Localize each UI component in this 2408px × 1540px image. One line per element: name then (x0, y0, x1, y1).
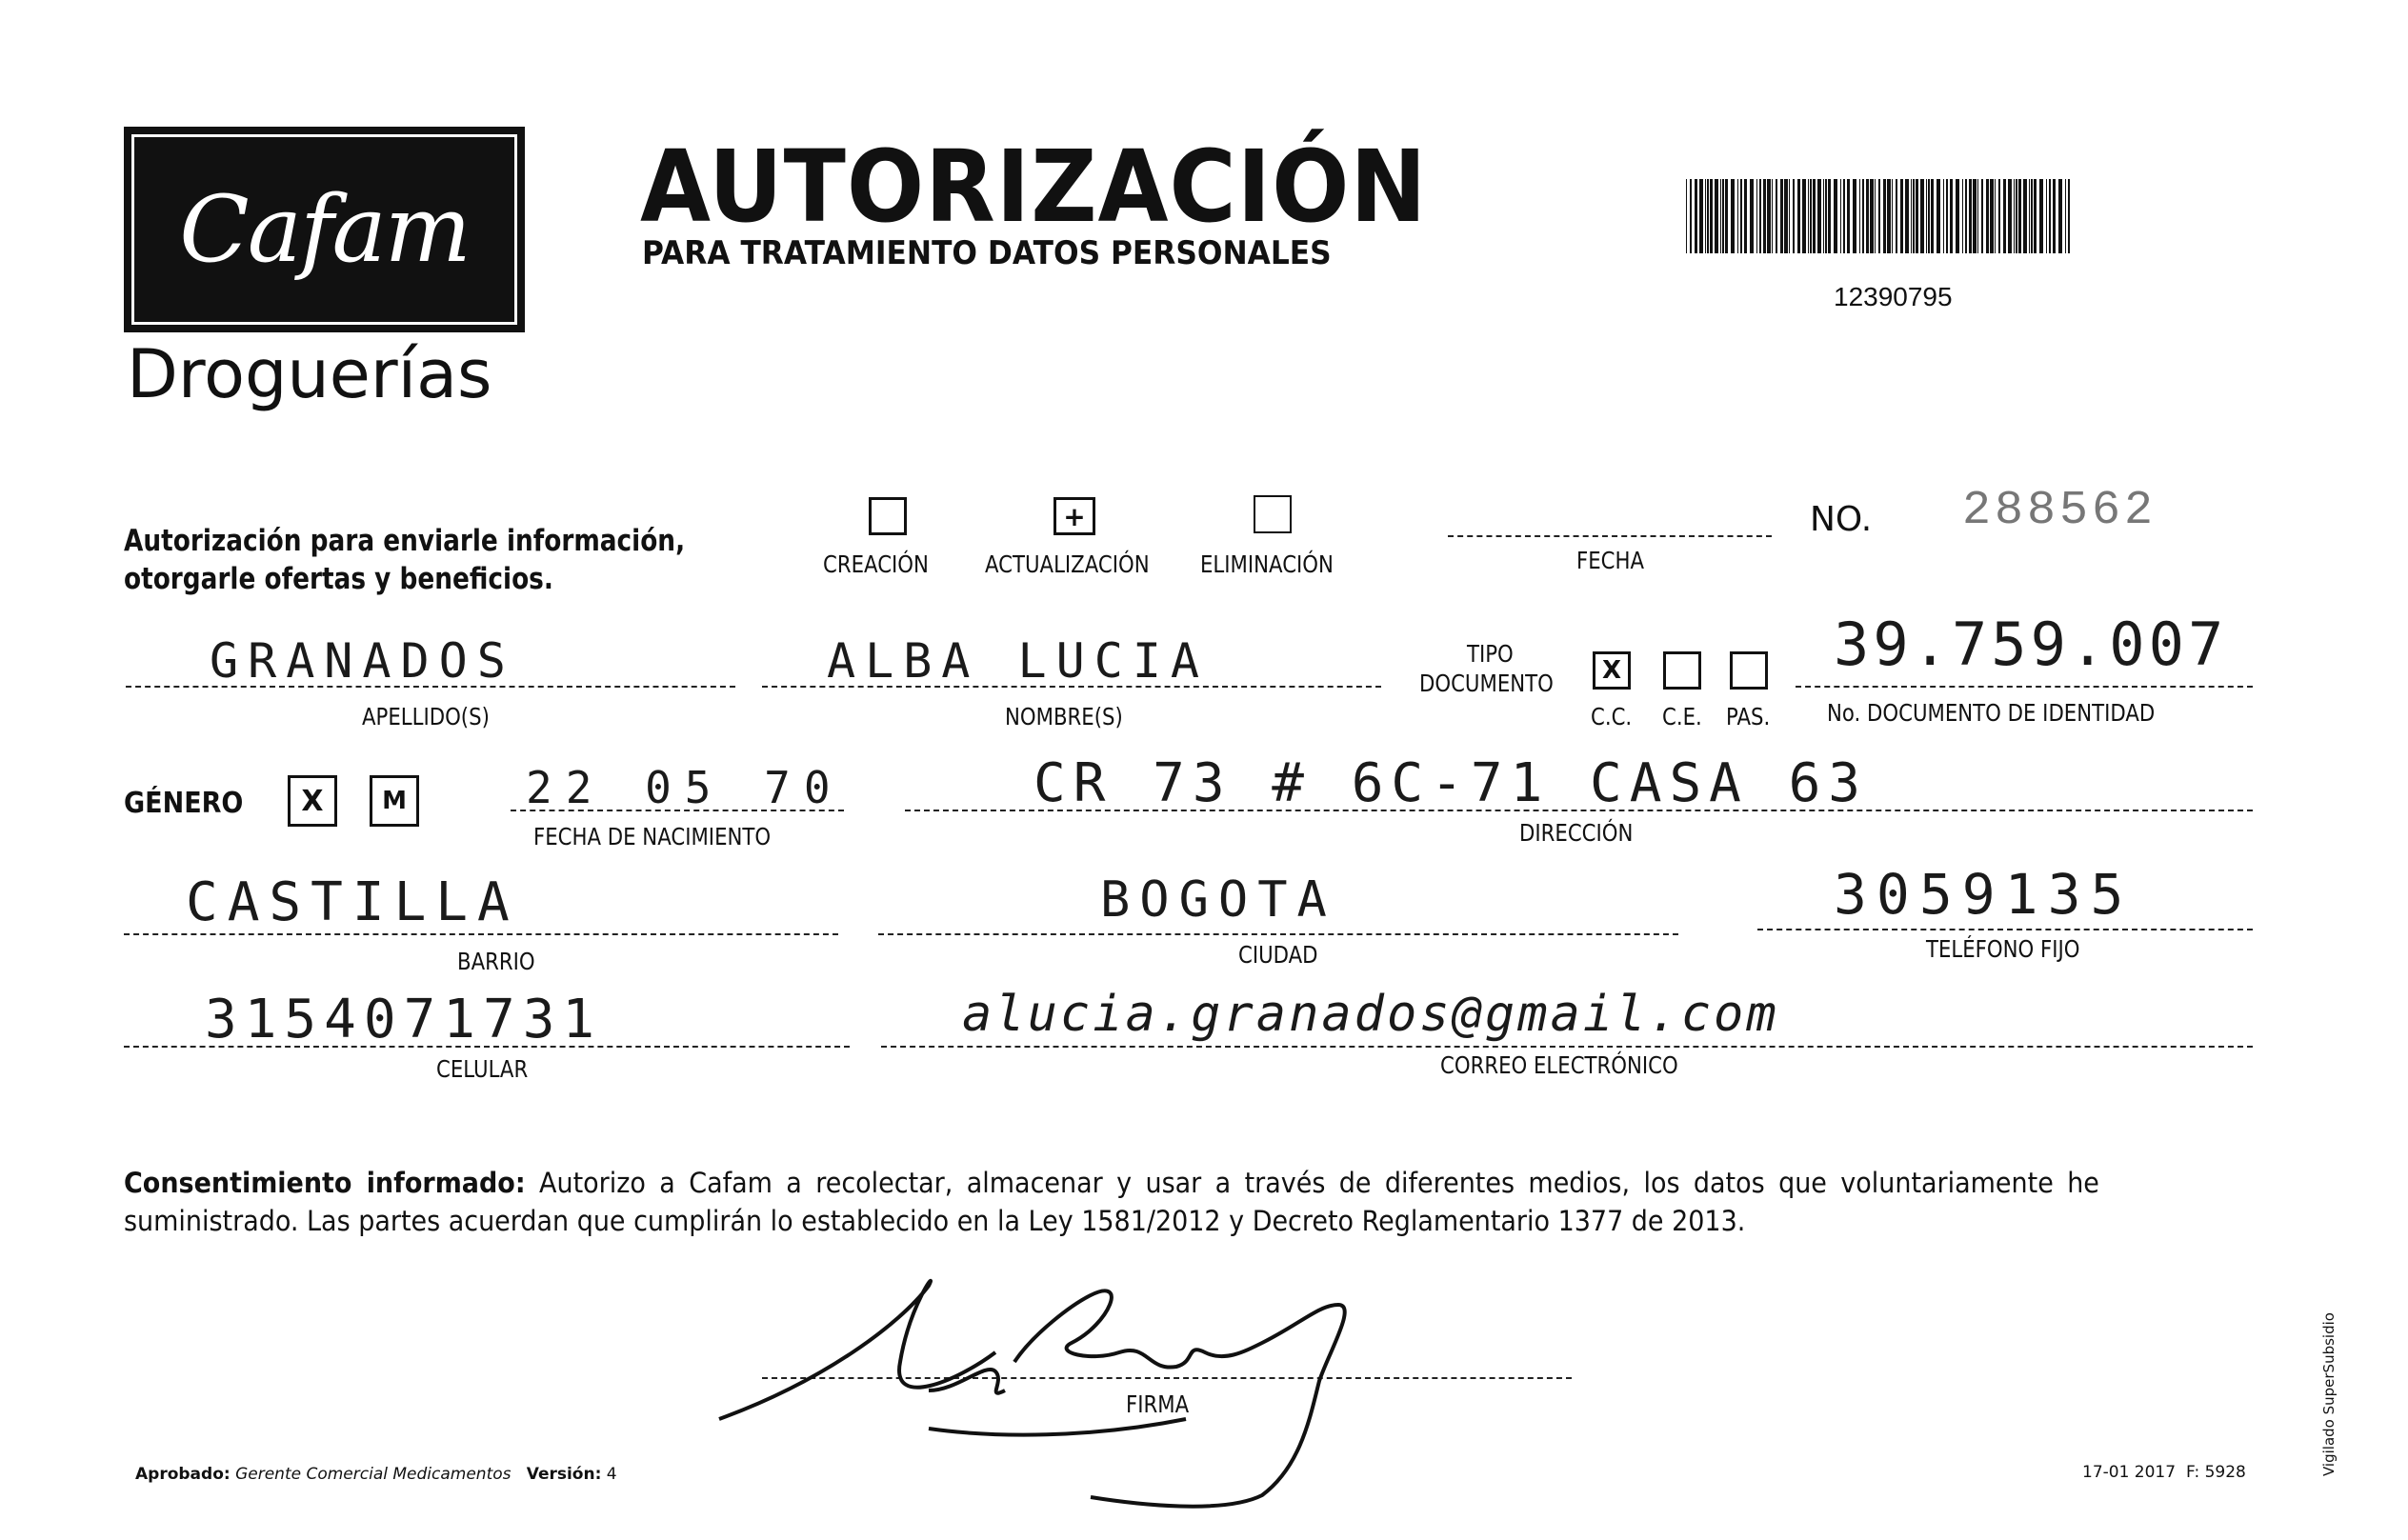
tipo-documento-label-1: TIPO (1467, 640, 1514, 668)
footer-approved (135, 1465, 617, 1484)
barcode-bar (1740, 179, 1742, 253)
barcode-bar (1883, 179, 1886, 253)
barcode-bar (2014, 179, 2015, 253)
barcode-bar (1737, 179, 1738, 253)
barcode-number: 12390795 (1834, 282, 1953, 311)
barcode-bar (1887, 179, 1891, 253)
tipo-documento-label-2: DOCUMENTO (1419, 670, 1554, 697)
barcode-bar (1986, 179, 1989, 253)
genero-label: GÉNERO (124, 787, 244, 820)
barcode-bar (1705, 179, 1706, 253)
correo-label: CORREO ELECTRÓNICO (1440, 1051, 1678, 1079)
barcode-bar (1784, 179, 1788, 253)
barcode-bar (1725, 179, 1728, 253)
barcode-bar (1699, 179, 1703, 253)
barcode-bar (2029, 179, 2030, 253)
telefono-fijo-label: TELÉFONO FIJO (1926, 935, 2080, 963)
barcode-bar (1946, 179, 1948, 253)
consent-text: Autorizo a Cafam a recolectar, almacenar y usar a través de diferentes medios, los datos que voluntariamente he suministrado. Las partes acuerdan que cumplirán lo establecido en la Ley 1581/2012 y Decreto Reglamentario 1377 de 2013. (124, 1167, 2099, 1237)
barcode-bar (1990, 179, 1994, 253)
barcode-bar (2049, 179, 2051, 253)
barcode-bar (1956, 179, 1959, 253)
barcode-bar (2058, 179, 2062, 253)
ciudad-value[interactable]: BOGOTA (1100, 871, 1336, 929)
barcode-bar (1913, 179, 1915, 253)
barcode-bar (1870, 179, 1874, 253)
barcode-bar (2039, 179, 2043, 253)
document-subtitle: PARA TRATAMIENTO DATOS PERSONALES (642, 234, 1332, 272)
barcode-bar (1973, 179, 1977, 253)
barcode-bar (2023, 179, 2027, 253)
telefono-fijo-value[interactable]: 3059135 (1834, 862, 2134, 927)
nombres-value[interactable]: ALBA LUCIA (827, 633, 1210, 689)
barcode-bar (1998, 179, 2000, 253)
ce-label: C.E. (1662, 703, 1702, 730)
telefono-fijo-line (1757, 929, 2253, 930)
barcode-bar (2016, 179, 2017, 253)
consent-paragraph (124, 1164, 2099, 1240)
barcode-bar (1715, 179, 1718, 253)
pas-label: PAS. (1726, 703, 1771, 730)
barcode-bar (1710, 179, 1713, 253)
barcode-bar (2068, 179, 2070, 253)
barcode-bar (1744, 179, 1747, 253)
barcode-bar (1853, 179, 1856, 253)
barcode-bar (2008, 179, 2012, 253)
barcode-bar (2031, 179, 2033, 253)
correo-line (881, 1046, 2253, 1048)
barcode-bar (2003, 179, 2006, 253)
barcode-bar (1707, 179, 1709, 253)
footer-approved-label: Aprobado: (135, 1465, 231, 1484)
barcode-bar (1810, 179, 1812, 253)
barcode-bar (1962, 179, 1963, 253)
celular-label: CELULAR (436, 1055, 529, 1083)
barcode-bar (1750, 179, 1754, 253)
logo-division-text: Droguerías (127, 335, 492, 413)
barcode-bar (1834, 179, 1837, 253)
barcode-bar (1859, 179, 1860, 253)
barcode-bar (1900, 179, 1903, 253)
barcode-bar (1802, 179, 1806, 253)
fecha-label: FECHA (1576, 547, 1645, 574)
fecha-line (1448, 535, 1772, 537)
genero-f-checkbox[interactable]: X (288, 775, 337, 827)
pas-checkbox[interactable] (1730, 651, 1768, 690)
consent-heading: Consentimiento informado: (124, 1167, 526, 1199)
apellidos-label: APELLIDO(S) (362, 703, 490, 730)
intro-line-2: otorgarle ofertas y beneficios. (124, 562, 553, 596)
barcode (1686, 179, 2077, 253)
barcode-bar (1808, 179, 1809, 253)
barcode-bar (1789, 179, 1790, 253)
barcode-bar (1969, 179, 1972, 253)
barcode-bar (1772, 179, 1773, 253)
barcode-bar (2053, 179, 2056, 253)
fecha-nacimiento-label: FECHA DE NACIMIENTO (533, 823, 772, 850)
intro-line-1: Autorización para enviarle información, (124, 524, 686, 558)
barcode-bar (1936, 179, 1940, 253)
barcode-bar (1926, 179, 1927, 253)
barcode-bar (1866, 179, 1869, 253)
footer-date: 17-01 2017 (2082, 1463, 2177, 1482)
firma-label: FIRMA (1126, 1390, 1190, 1418)
barcode-bar (2018, 179, 2021, 253)
barcode-bar (1756, 179, 1757, 253)
barcode-bar (1920, 179, 1924, 253)
barcode-bar (1905, 179, 1909, 253)
barcode-bar (1981, 179, 1983, 253)
barcode-bar (1840, 179, 1841, 253)
barcode-bar (2034, 179, 2037, 253)
barcode-bar (1892, 179, 1893, 253)
document-title: AUTORIZACIÓN (640, 129, 1428, 245)
ce-checkbox[interactable] (1663, 651, 1701, 690)
numero-documento-label: No. DOCUMENTO DE IDENTIDAD (1827, 699, 2156, 727)
creacion-checkbox[interactable] (869, 497, 907, 535)
side-vigilado-text: Vigilado SuperSubsidio (2320, 1312, 2338, 1476)
ciudad-label: CIUDAD (1238, 941, 1318, 969)
footer-version-value: 4 (606, 1465, 617, 1484)
barcode-bar (1759, 179, 1761, 253)
barcode-bar (1843, 179, 1845, 253)
footer-version-label: Versión: (526, 1465, 602, 1484)
direccion-value[interactable]: CR 73 # 6C-71 CASA 63 (1033, 752, 1869, 814)
numero-documento-value[interactable]: 39.759.007 (1834, 610, 2228, 679)
apellidos-value[interactable]: GRANADOS (210, 633, 515, 689)
barcode-bar (1862, 179, 1864, 253)
barcode-bar (2065, 179, 2066, 253)
numero-documento-line (1796, 686, 2253, 688)
barcode-bar (1977, 179, 1978, 253)
barcode-bar (1767, 179, 1771, 253)
eliminacion-label: ELIMINACIÓN (1200, 550, 1334, 578)
barcode-bar (1793, 179, 1795, 253)
barrio-line (124, 933, 838, 935)
barcode-bar (1847, 179, 1850, 253)
barrio-label: BARRIO (457, 948, 535, 975)
barcode-bar (1817, 179, 1821, 253)
footer-approved-value: Gerente Comercial Medicamentos (235, 1465, 512, 1484)
cc-checkbox[interactable]: X (1593, 651, 1631, 690)
logo-brand-text: Cafam (179, 176, 470, 283)
barcode-bar (1731, 179, 1735, 253)
barcode-bar (1763, 179, 1766, 253)
barcode-bar (1950, 179, 1953, 253)
barcode-bar (1686, 179, 1687, 253)
fecha-nacimiento-value[interactable]: 22 05 70 (526, 762, 844, 813)
creacion-label: CREACIÓN (823, 550, 929, 578)
eliminacion-checkbox[interactable] (1254, 495, 1292, 533)
barcode-bar (1780, 179, 1783, 253)
direccion-label: DIRECCIÓN (1519, 819, 1634, 847)
barcode-bar (1823, 179, 1824, 253)
barcode-bar (1813, 179, 1816, 253)
barcode-bar (1931, 179, 1934, 253)
cc-label: C.C. (1591, 703, 1633, 730)
barcode-bar (1943, 179, 1944, 253)
form-number-label: NO. (1810, 500, 1873, 539)
actualizacion-label: ACTUALIZACIÓN (985, 550, 1150, 578)
barcode-bar (1875, 179, 1876, 253)
barcode-bar (1828, 179, 1831, 253)
footer-code: F: 5928 (2186, 1463, 2246, 1482)
barcode-bar (1776, 179, 1777, 253)
genero-m-checkbox[interactable]: M (370, 775, 419, 827)
barcode-bar (1878, 179, 1880, 253)
actualizacion-checkbox[interactable]: + (1054, 497, 1095, 535)
ciudad-line (878, 933, 1678, 935)
barcode-bar (1690, 179, 1692, 253)
form-number-value: 288562 (1962, 484, 2157, 538)
barcode-bar (1825, 179, 1827, 253)
cafam-logo (124, 127, 525, 332)
barcode-bar (1896, 179, 1897, 253)
signature-mark (710, 1248, 1567, 1524)
barcode-bar (1995, 179, 1996, 253)
barcode-bar (1928, 179, 1930, 253)
barrio-value[interactable]: CASTILLA (186, 871, 519, 933)
barcode-bar (1965, 179, 1967, 253)
celular-value[interactable]: 3154071731 (205, 989, 603, 1050)
barcode-bar (1916, 179, 1918, 253)
barcode-bar (1695, 179, 1697, 253)
barcode-bar (1722, 179, 1724, 253)
barcode-bar (1797, 179, 1800, 253)
barcode-bar (1911, 179, 1912, 253)
barcode-bar (2046, 179, 2047, 253)
barcode-bar (1720, 179, 1721, 253)
correo-value[interactable]: alucia.granados@gmail.com (962, 986, 1779, 1043)
nombres-label: NOMBRE(S) (1005, 703, 1123, 730)
